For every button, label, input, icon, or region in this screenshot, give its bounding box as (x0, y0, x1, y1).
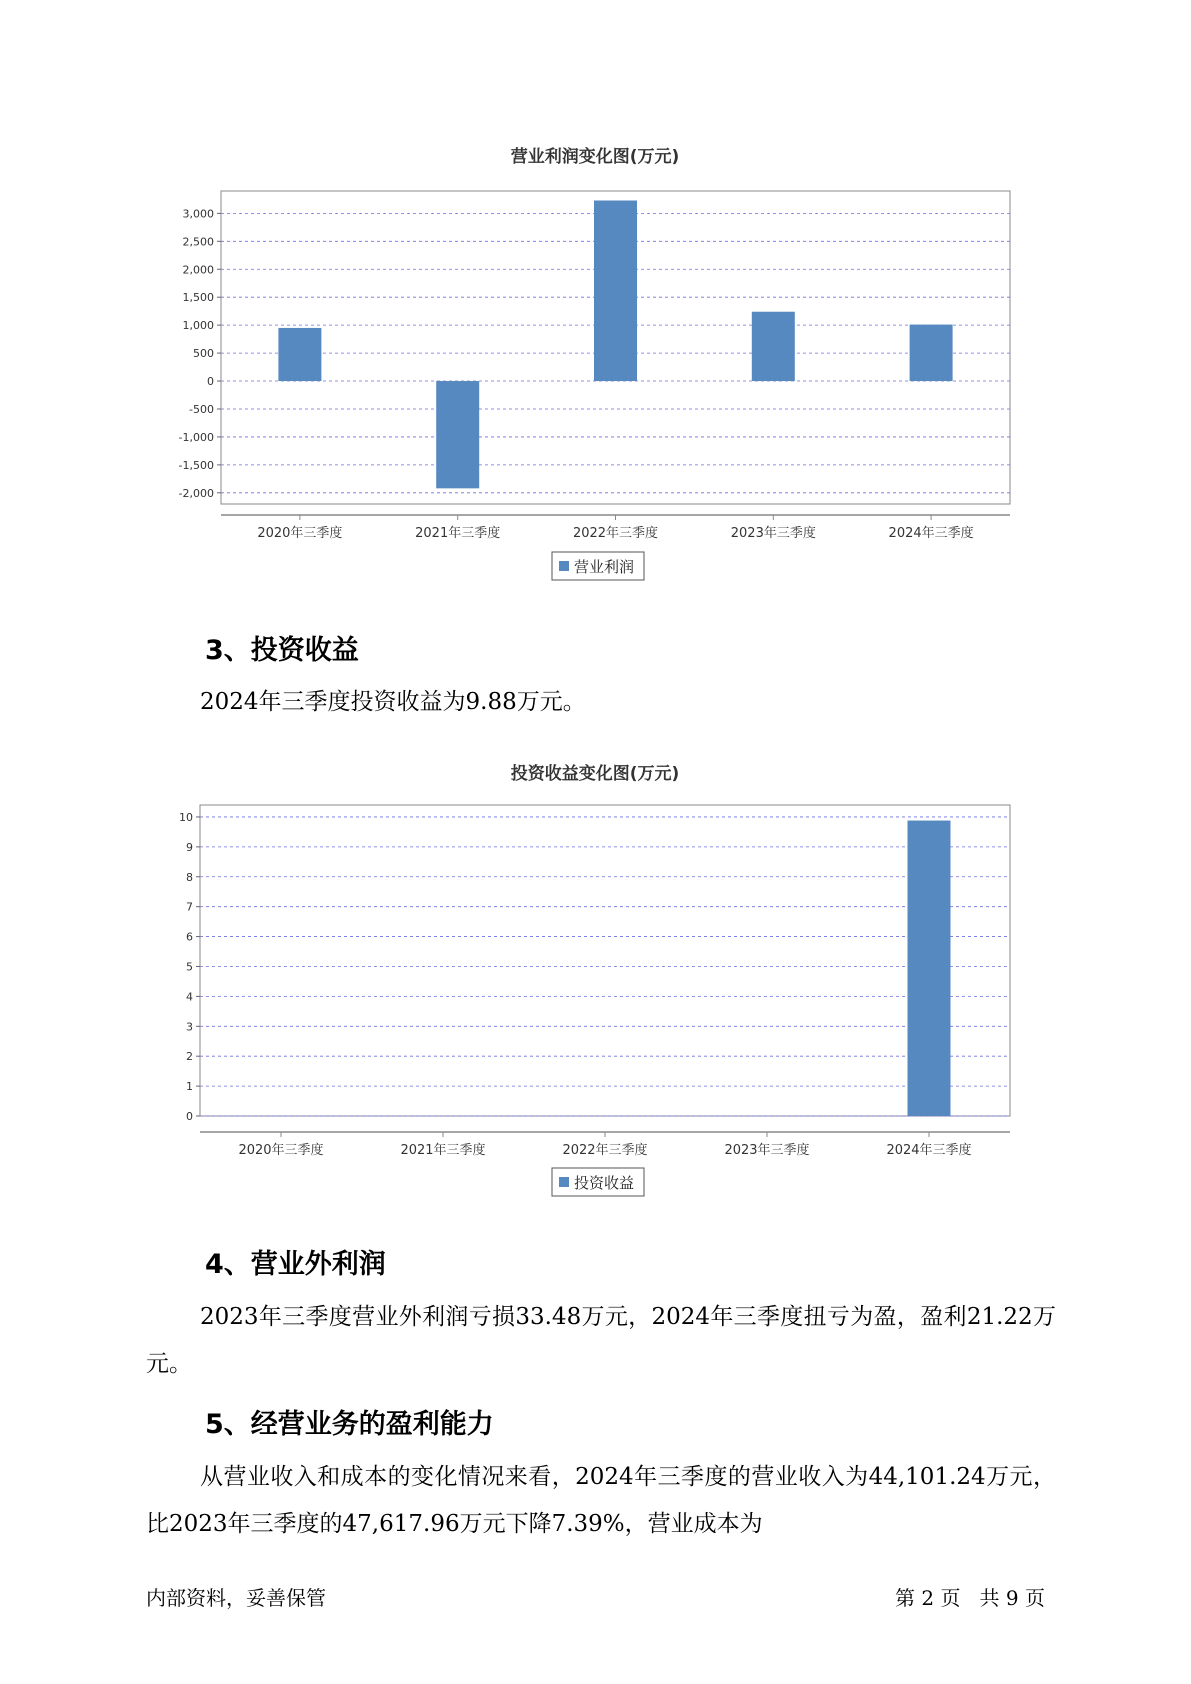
bar (594, 201, 637, 382)
x-tick-label: 2022年三季度 (572, 526, 659, 541)
y-tick-label: 7 (186, 900, 193, 914)
y-tick-label: 0 (207, 375, 214, 389)
legend-label: 投资收益 (574, 1174, 635, 1192)
operating-profit-chart (0, 130, 1191, 600)
x-tick-label: 2020年三季度 (238, 1143, 324, 1158)
y-tick-label: 3,000 (182, 207, 214, 221)
operating-profit-chart-svg (0, 130, 1191, 600)
y-tick-label: 1 (186, 1080, 193, 1094)
y-tick-label: 8 (186, 870, 193, 884)
footer-page-number: 第 2 页 共 9 页 (895, 1586, 1045, 1610)
x-tick-label: 2024年三季度 (888, 526, 974, 541)
y-tick-label: 9 (186, 840, 193, 854)
chart-title: 营业利润变化图(万元) (510, 147, 680, 167)
section-3-heading: 3、投资收益 (205, 635, 359, 666)
legend-swatch (559, 561, 569, 571)
bar (910, 325, 953, 381)
bar (752, 312, 795, 381)
section-4-heading: 4、营业外利润 (205, 1249, 386, 1280)
investment-income-chart-svg (0, 752, 1191, 1212)
x-tick-label: 2021年三季度 (415, 526, 501, 541)
y-tick-label: -2,000 (178, 486, 214, 500)
y-tick-label: 1,500 (182, 291, 214, 305)
legend (552, 1168, 644, 1196)
footer-confidential: 内部资料，妥善保管 (146, 1586, 326, 1610)
bar (908, 821, 951, 1116)
y-tick-label: 2,000 (182, 263, 214, 277)
plot-area (200, 805, 1010, 1116)
section-4-text: 2023年三季度营业外利润亏损33.48万元，2024年三季度扭亏为盈，盈利21.22万元。 (146, 1304, 1056, 1377)
y-tick-label: 3 (186, 1020, 193, 1034)
x-tick-label: 2023年三季度 (724, 1143, 810, 1158)
x-tick-label: 2021年三季度 (400, 1143, 486, 1158)
section-5-heading: 5、经营业务的盈利能力 (205, 1409, 494, 1440)
investment-income-chart (0, 752, 1191, 1212)
x-tick-label: 2020年三季度 (257, 526, 343, 541)
y-tick-label: 500 (193, 347, 214, 361)
bar (436, 381, 479, 488)
bar (278, 328, 321, 381)
y-tick-label: 0 (186, 1110, 193, 1123)
x-tick-label: 2023年三季度 (730, 526, 816, 541)
x-tick-label: 2024年三季度 (886, 1143, 972, 1158)
section-3-text: 2024年三季度投资收益为9.88万元。 (200, 689, 586, 715)
y-tick-label: 5 (186, 960, 193, 974)
y-tick-label: 1,000 (182, 319, 214, 333)
legend (552, 552, 644, 580)
y-tick-label: 10 (179, 810, 193, 824)
legend-label: 营业利润 (574, 558, 635, 576)
y-tick-label: 4 (186, 990, 193, 1004)
chart-title: 投资收益变化图(万元) (510, 764, 680, 784)
y-tick-label: 2,500 (182, 235, 214, 249)
y-tick-label: 2 (186, 1050, 193, 1064)
section-5-text: 从营业收入和成本的变化情况来看，2024年三季度的营业收入为44,101.24万元，比2023年三季度的47,617.96万元下降7.39%，营业成本为 (146, 1464, 1056, 1537)
legend-swatch (559, 1177, 569, 1187)
y-tick-label: -1,500 (178, 458, 214, 472)
x-tick-label: 2022年三季度 (562, 1143, 648, 1158)
y-tick-label: 6 (186, 930, 193, 944)
y-tick-label: -1,000 (178, 430, 214, 444)
y-tick-label: -500 (189, 402, 214, 416)
